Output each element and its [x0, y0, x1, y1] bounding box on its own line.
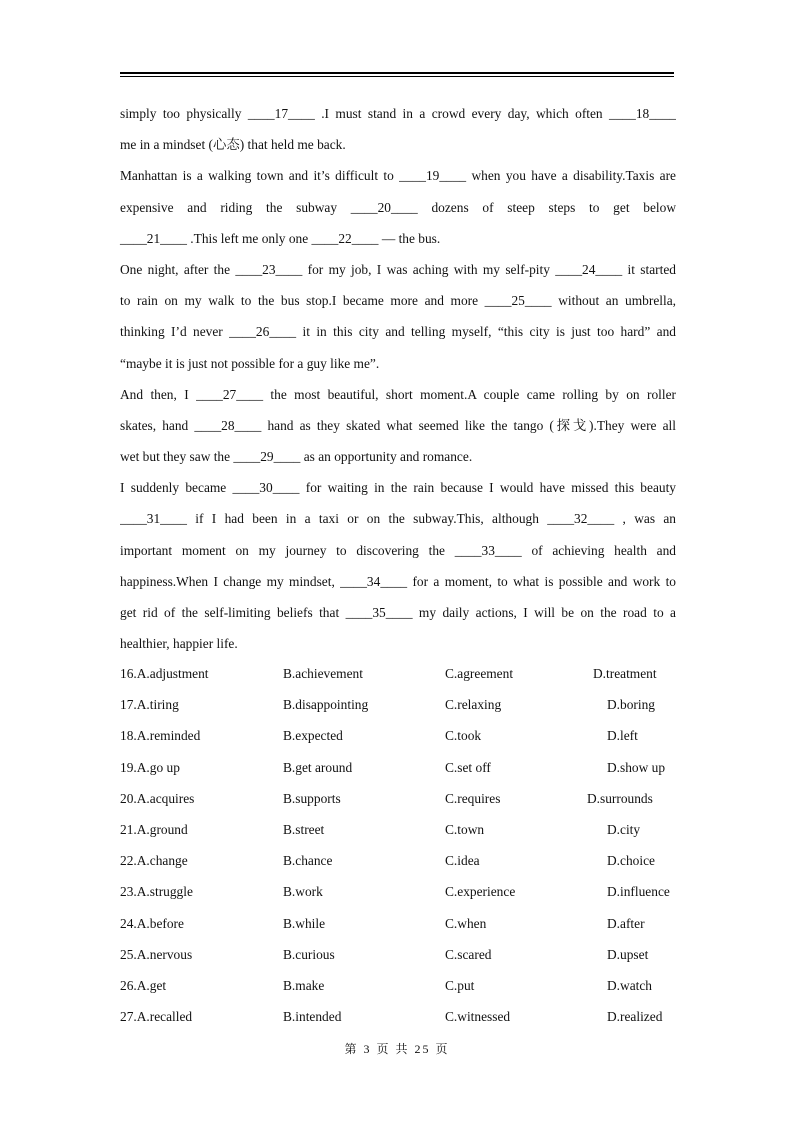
option-b: B.chance	[283, 853, 333, 869]
option-d: D.influence	[607, 884, 670, 900]
option-c: C.town	[445, 821, 485, 837]
option-c: C.took	[445, 728, 482, 744]
passage-line: healthier, happier life.	[120, 636, 238, 652]
option-a: 20.A.acquires	[120, 790, 195, 806]
passage-line: skates, hand ____28____ hand as they skated what seemed like the tango (探戈).They were all	[120, 417, 676, 433]
option-a: 16.A.adjustment	[120, 666, 209, 681]
question-options-21	[120, 814, 680, 845]
option-b: B.while	[283, 915, 326, 931]
question-options-20	[120, 783, 680, 814]
option-d: D.boring	[607, 697, 655, 713]
option-d: D.choice	[607, 853, 655, 869]
passage-line: wet but they saw the ____29____ as an opportunity and romance.	[120, 449, 473, 465]
option-c: C.requires	[445, 790, 501, 806]
option-c: C.idea	[445, 853, 480, 869]
passage	[120, 98, 676, 659]
option-a: 18.A.reminded	[120, 728, 201, 744]
passage-line: important moment on my journey to discovering the ____33____ of achieving health and	[120, 542, 676, 558]
option-c: C.scared	[445, 946, 492, 962]
passage-line: thinking I’d never ____26____ it in this city and telling myself, “this city is just too hard” and	[120, 324, 676, 340]
option-b: B.get around	[283, 759, 353, 775]
passage-line: Manhattan is a walking town and it’s difficult to ____19____ when you have a disability.Taxis are	[120, 168, 676, 184]
option-d: D.upset	[607, 946, 649, 962]
passage-line: And then, I ____27____ the most beautiful, short moment.A couple came rolling by on roller	[120, 386, 676, 402]
option-b: B.disappointing	[283, 697, 369, 713]
question-options-16	[120, 658, 680, 689]
option-d: D.watch	[607, 977, 652, 993]
option-b: B.achievement	[283, 666, 363, 681]
question-options-22	[120, 845, 680, 876]
passage-line: One night, after the ____23____ for my job, I was aching with my self-pity ____24____ it started	[120, 261, 676, 277]
option-d: D.treatment	[593, 666, 657, 681]
passage-line: me in a mindset (心态) that held me back.	[120, 137, 346, 153]
passage-line: to rain on my walk to the bus stop.I became more and more ____25____ without an umbrella,	[120, 293, 676, 309]
passage-line: “maybe it is just not possible for a guy like me”.	[120, 355, 380, 371]
question-options-17	[120, 689, 680, 720]
option-d: D.city	[607, 821, 641, 837]
option-b: B.intended	[283, 1009, 342, 1025]
option-c: C.set off	[445, 759, 491, 775]
answer-options	[120, 658, 680, 1032]
option-a: 22.A.change	[120, 853, 188, 869]
question-options-26	[120, 970, 680, 1001]
header-rule-thin	[120, 76, 674, 77]
option-b: B.expected	[283, 728, 343, 744]
option-c: C.experience	[445, 884, 516, 900]
option-b: B.curious	[283, 946, 335, 962]
option-b: B.make	[283, 977, 325, 993]
option-d: D.realized	[607, 1009, 663, 1025]
option-a: 17.A.tiring	[120, 697, 179, 713]
passage-line: simply too physically ____17____ .I must stand in a crowd every day, which often ____18____	[120, 106, 676, 121]
passage-line: ____21____ .This left me only one ____22____ — the bus.	[120, 230, 441, 246]
option-d: D.show up	[607, 759, 666, 775]
header-rule-thick	[120, 72, 674, 74]
option-a: 19.A.go up	[120, 759, 180, 775]
passage-line: expensive and riding the subway ____20____ dozens of steep steps to get below	[120, 199, 676, 215]
question-options-19	[120, 752, 680, 783]
option-d: D.after	[607, 915, 645, 931]
option-c: C.relaxing	[445, 697, 502, 713]
question-options-24	[120, 908, 680, 939]
option-a: 21.A.ground	[120, 821, 188, 837]
option-a: 23.A.struggle	[120, 884, 193, 900]
option-a: 27.A.recalled	[120, 1009, 193, 1025]
question-options-23	[120, 876, 680, 907]
option-b: B.work	[283, 884, 323, 900]
passage-line: I suddenly became ____30____ for waiting in the rain because I would have missed this beauty	[120, 480, 676, 496]
question-options-27	[120, 1001, 680, 1032]
passage-line: get rid of the self-limiting beliefs that ____35____ my daily actions, I will be on the road to a	[120, 605, 676, 620]
option-b: B.street	[283, 821, 325, 837]
question-options-18	[120, 720, 680, 751]
option-d: D.left	[607, 728, 638, 744]
passage-line: ____31____ if I had been in a taxi or on the subway.This, although ____32____ , was an	[120, 511, 676, 527]
option-d: D.surrounds	[587, 790, 653, 806]
option-c: C.when	[445, 915, 487, 931]
option-a: 24.A.before	[120, 915, 184, 931]
option-b: B.supports	[283, 790, 341, 806]
option-c: C.put	[445, 977, 475, 993]
passage-line: happiness.When I change my mindset, ____34____ for a moment, to what is possible and work to	[120, 573, 676, 589]
question-options-25	[120, 939, 680, 970]
option-a: 25.A.nervous	[120, 946, 193, 962]
option-a: 26.A.get	[120, 977, 167, 993]
option-c: C.witnessed	[445, 1009, 511, 1025]
option-c: C.agreement	[445, 666, 514, 681]
page-footer: 第 3 页 共 25 页	[344, 1042, 450, 1056]
